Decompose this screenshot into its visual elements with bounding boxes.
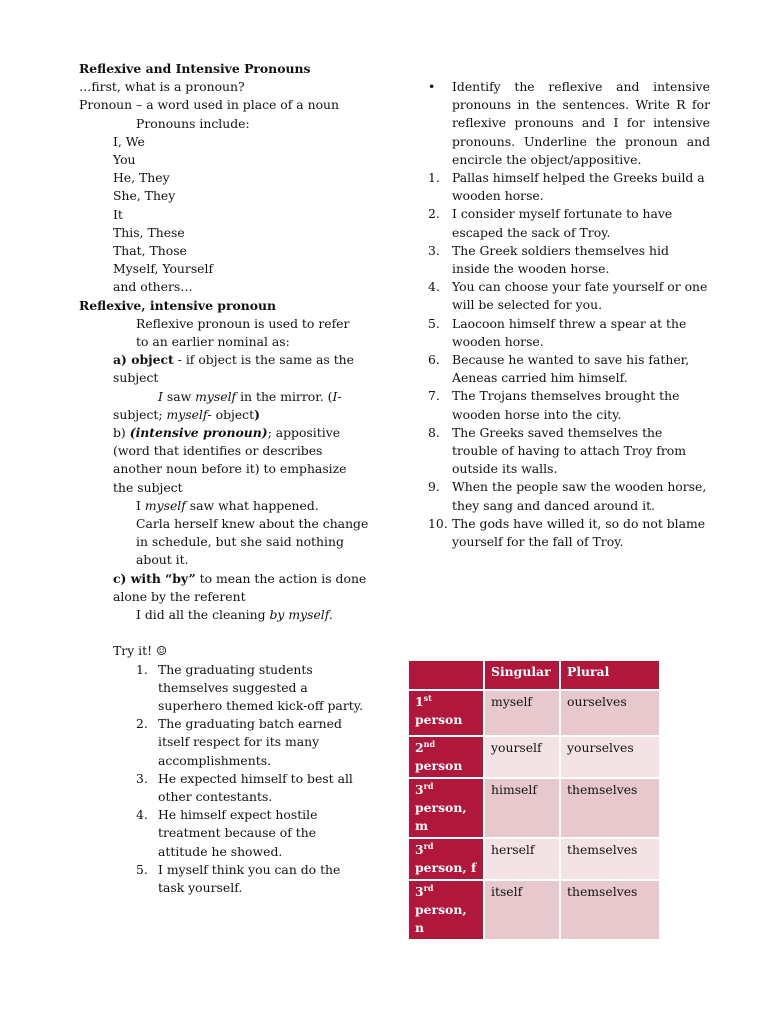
example-text: in the mirror. ( bbox=[236, 388, 333, 404]
rule-b-label: b) bbox=[113, 425, 130, 441]
list-item-text: You can choose your fate yourself or one will be selected for you. bbox=[452, 279, 708, 313]
pronoun-definition: Pronoun – a word used in place of a noun bbox=[79, 97, 340, 113]
list-number: 3. bbox=[428, 242, 440, 258]
table-header-cell: Singular bbox=[484, 660, 560, 690]
rule-c-example bbox=[79, 606, 369, 624]
table-row bbox=[408, 778, 660, 838]
intro-question: …first, what is a pronoun? bbox=[79, 79, 245, 95]
list-number: 4. bbox=[428, 279, 440, 295]
table-row bbox=[408, 880, 660, 940]
list-number: 5. bbox=[428, 315, 440, 331]
table-cell: yourself bbox=[484, 736, 560, 778]
table-header-cell: Plural bbox=[560, 660, 660, 690]
list-item bbox=[428, 169, 710, 205]
rule-b-example-1 bbox=[79, 497, 369, 515]
pronoun-list-item: Myself, Yourself bbox=[113, 261, 214, 277]
spacer bbox=[79, 624, 369, 642]
list-number: 2. bbox=[136, 716, 148, 732]
rule-a-label: a) object bbox=[113, 352, 174, 368]
list-item-text: I myself think you can do the task yourself. bbox=[158, 861, 341, 895]
list-item bbox=[136, 661, 369, 716]
pronoun-list-item: He, They bbox=[113, 170, 170, 186]
list-item bbox=[136, 861, 369, 897]
list-item-text: The Greeks saved themselves the trouble of having to attach Troy from outside its walls. bbox=[452, 424, 686, 477]
pronoun-list-item: That, Those bbox=[113, 243, 187, 259]
example-text: myself bbox=[166, 406, 208, 422]
rule-c-text: to mean the action is done alone by the referent bbox=[113, 570, 367, 604]
example-text: by myself. bbox=[269, 607, 333, 623]
list-number: 9. bbox=[428, 479, 440, 495]
table-cell: himself bbox=[484, 778, 560, 838]
list-number: 5. bbox=[136, 861, 148, 877]
list-item bbox=[428, 387, 710, 423]
row-header: 3rd person, m bbox=[408, 778, 484, 838]
sentence-list bbox=[428, 169, 710, 551]
list-item-text: The gods have willed it, so do not blame yourself for the fall of Troy. bbox=[452, 515, 706, 550]
left-column bbox=[79, 60, 369, 897]
pronoun-list-item: This, These bbox=[113, 224, 185, 240]
list-item bbox=[136, 770, 369, 806]
table-row bbox=[408, 736, 660, 778]
list-item-text: The Greek soldiers themselves hid inside the wooden horse. bbox=[452, 242, 669, 277]
try-it-heading: Try it! ☺ bbox=[113, 643, 168, 659]
rule-c bbox=[79, 570, 369, 606]
pronoun-list-item: She, They bbox=[113, 188, 176, 204]
list-item bbox=[428, 351, 710, 387]
list-item-text: He himself expect hostile treatment because of the attitude he showed. bbox=[158, 807, 318, 859]
table-cell: yourselves bbox=[560, 736, 660, 778]
table-cell: themselves bbox=[560, 838, 660, 880]
rule-b-text: ; appositive ( bbox=[113, 425, 341, 459]
example-text: ) bbox=[254, 406, 260, 422]
row-header: 3rd person, n bbox=[408, 880, 484, 940]
table-cell: myself bbox=[484, 690, 560, 736]
reflexive-intro: Reflexive pronoun is used to refer to an earlier nominal as: bbox=[136, 315, 350, 350]
example-text: I did all the cleaning bbox=[136, 607, 270, 623]
list-number: 1. bbox=[428, 170, 440, 186]
pronoun-list-item: It bbox=[113, 206, 123, 222]
list-item-text: I consider myself fortunate to have escaped the sack of Troy. bbox=[452, 206, 673, 240]
row-header: 1st person bbox=[408, 690, 484, 736]
page-title: Reflexive and Intensive Pronouns bbox=[79, 61, 311, 76]
list-item-text: The Trojans themselves brought the wooden horse into the city. bbox=[452, 388, 680, 422]
pronoun-list-item: and others… bbox=[113, 279, 193, 295]
example-text: I- bbox=[332, 388, 342, 404]
list-number: 7. bbox=[428, 388, 440, 404]
list-item bbox=[428, 478, 710, 514]
table-row bbox=[408, 690, 660, 736]
list-item bbox=[428, 242, 710, 278]
rule-b-example-2: Carla herself knew about the change in schedule, but she said nothing about it. bbox=[136, 516, 369, 568]
pronoun-list-item: I, We bbox=[113, 133, 145, 149]
pronoun-list bbox=[79, 133, 369, 297]
table-header-cell bbox=[408, 660, 484, 690]
list-number: 8. bbox=[428, 424, 440, 440]
rule-b bbox=[79, 424, 369, 497]
section-title: Reflexive, intensive pronoun bbox=[79, 297, 277, 313]
instructions-text: Identify the reflexive and intensive pronouns in the sentences. Write R for reflexive pronouns and I for intensive pronouns. Underline the pronoun and encircle the object/appositive. bbox=[452, 79, 710, 167]
list-item-text: The graduating batch earned itself respect for its many accomplishments. bbox=[158, 716, 342, 768]
example-text: - object bbox=[207, 406, 255, 422]
list-number: 6. bbox=[428, 352, 440, 368]
list-item-text: Because he wanted to save his father, Aeneas carried him himself. bbox=[452, 352, 690, 386]
list-item bbox=[428, 278, 710, 314]
list-item bbox=[136, 715, 369, 770]
table-cell: ourselves bbox=[560, 690, 660, 736]
instructions bbox=[428, 78, 710, 169]
example-text: myself bbox=[144, 497, 186, 513]
table-header-row bbox=[408, 660, 660, 690]
list-item-text: The graduating students themselves suggested a superhero themed kick-off party. bbox=[158, 661, 364, 713]
example-text: saw what happened. bbox=[185, 497, 319, 513]
list-item bbox=[136, 806, 369, 861]
list-item-text: Pallas himself helped the Greeks build a wooden horse. bbox=[452, 170, 705, 204]
list-number: 1. bbox=[136, 661, 148, 677]
try-it-list bbox=[79, 661, 369, 898]
table-row bbox=[408, 838, 660, 880]
right-column bbox=[428, 78, 710, 551]
table-cell: themselves bbox=[560, 880, 660, 940]
list-item bbox=[428, 424, 710, 479]
pronoun-table bbox=[407, 659, 661, 941]
table-cell: themselves bbox=[560, 778, 660, 838]
list-number: 3. bbox=[136, 770, 148, 786]
rule-a bbox=[79, 351, 369, 387]
example-text: subject; bbox=[113, 406, 167, 422]
example-text: I bbox=[158, 388, 163, 404]
rule-b-label: (intensive pronoun) bbox=[129, 425, 268, 441]
table-cell: herself bbox=[484, 838, 560, 880]
table-cell: itself bbox=[484, 880, 560, 940]
list-item-text: He expected himself to best all other contestants. bbox=[158, 770, 353, 804]
example-text: I bbox=[136, 497, 145, 513]
example-text: myself bbox=[195, 388, 237, 404]
bullet-icon: • bbox=[428, 79, 436, 94]
list-item bbox=[428, 205, 710, 241]
rule-a-example bbox=[79, 388, 369, 406]
list-item-text: When the people saw the wooden horse, they sang and danced around it. bbox=[452, 479, 707, 513]
rule-a-text: - if object is the same as the subject bbox=[113, 352, 354, 386]
list-item bbox=[428, 515, 710, 551]
pronoun-list-item: You bbox=[113, 152, 136, 168]
list-number: 4. bbox=[136, 807, 148, 823]
list-number: 2. bbox=[428, 206, 440, 222]
rule-a-gloss bbox=[79, 406, 369, 424]
rule-c-label: c) with “by” bbox=[113, 570, 196, 586]
rule-b-text: word that identifies or describes another noun before it bbox=[113, 443, 323, 477]
list-item-text: Laocoon himself threw a spear at the wooden horse. bbox=[452, 315, 687, 349]
list-item bbox=[428, 315, 710, 351]
rule-b-text: ) to emphasize the subject bbox=[113, 461, 347, 495]
pronouns-include-label: Pronouns include: bbox=[136, 115, 250, 131]
example-text: saw bbox=[162, 388, 196, 404]
row-header: 2nd person bbox=[408, 736, 484, 778]
row-header: 3rd person, f bbox=[408, 838, 484, 880]
list-number: 10. bbox=[428, 515, 448, 531]
